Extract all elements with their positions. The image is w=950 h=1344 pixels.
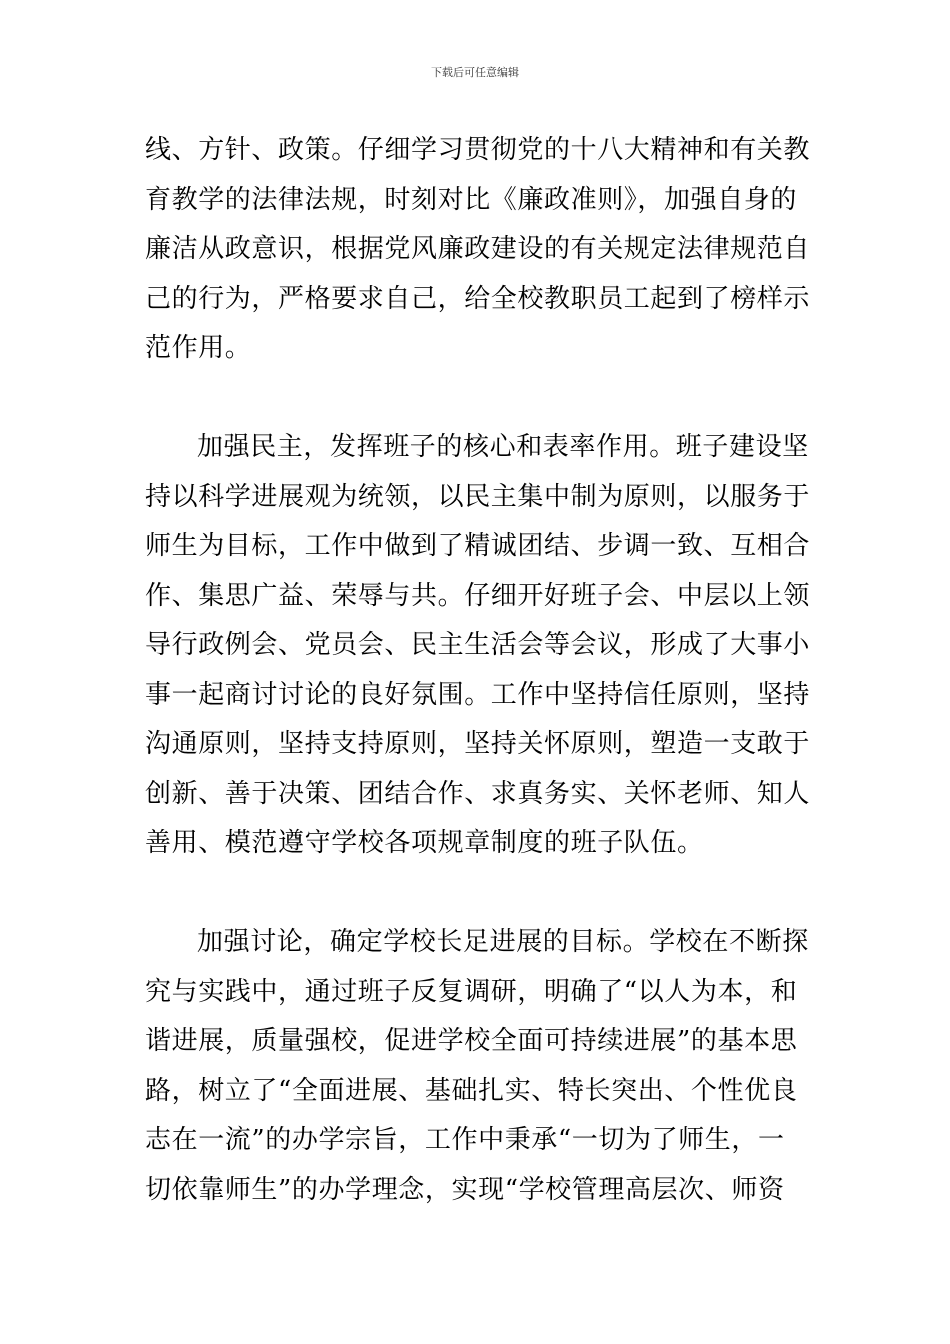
text-line: 沟通原则，坚持支持原则，坚持关怀原则，塑造一支敢于 [145, 729, 811, 759]
text-line: 加强讨论，确定学校长足进展的目标。学校在不断探 [197, 927, 809, 957]
text-line: 究与实践中，通过班子反复调研，明确了“以人为本，和 [145, 976, 798, 1007]
text-line: 导行政例会、党员会、民主生活会等会议，形成了大事小 [145, 630, 811, 660]
text-line: 创新、善于决策、团结合作、求真务实、关怀老师、知人 [145, 778, 811, 809]
text-line: 切依靠师生”的办学理念，实现“学校管理高层次、师资 [145, 1174, 785, 1205]
text-line: 加强民主，发挥班子的核心和表率作用。班子建设坚 [197, 432, 809, 462]
document-body [145, 126, 811, 1215]
text-line: 作、集思广益、荣辱与共。仔细开好班子会、中层以上领 [145, 580, 811, 611]
paragraph-gap [145, 374, 807, 424]
paragraph-2 [145, 423, 811, 869]
text-line: 范作用。 [145, 333, 252, 363]
text-line: 己的行为，严格要求自己，给全校教职员工起到了榜样示 [145, 283, 811, 314]
text-line: 持以科学进展观为统领，以民主集中制为原则，以服务于 [145, 481, 811, 512]
paragraph-gap [145, 869, 807, 919]
text-line: 志在一流”的办学宗旨，工作中秉承“一切为了师生，一 [145, 1125, 785, 1155]
text-line: 线、方针、政策。仔细学习贯彻党的十八大精神和有关教 [145, 135, 811, 165]
text-line: 事一起商讨讨论的良好氛围。工作中坚持信任原则，坚持 [145, 679, 811, 710]
text-line: 育教学的法律法规，时刻对比《廉政准则》，加强自身的 [145, 184, 798, 215]
page-header: 下载后可任意编辑 [431, 66, 519, 79]
text-line: 师生为目标，工作中做到了精诚团结、步调一致、互相合 [145, 531, 811, 561]
text-line: 谐进展，质量强校，促进学校全面可持续进展”的基本思 [145, 1026, 798, 1056]
paragraph-3 [145, 918, 807, 1215]
paragraph-1 [145, 126, 811, 374]
text-line: 路，树立了“全面进展、基础扎实、特长突出、个性优良 [145, 1075, 798, 1106]
text-line: 廉洁从政意识，根据党风廉政建设的有关规定法律规范自 [145, 234, 811, 264]
text-line: 善用、模范遵守学校各项规章制度的班子队伍。 [145, 828, 704, 858]
